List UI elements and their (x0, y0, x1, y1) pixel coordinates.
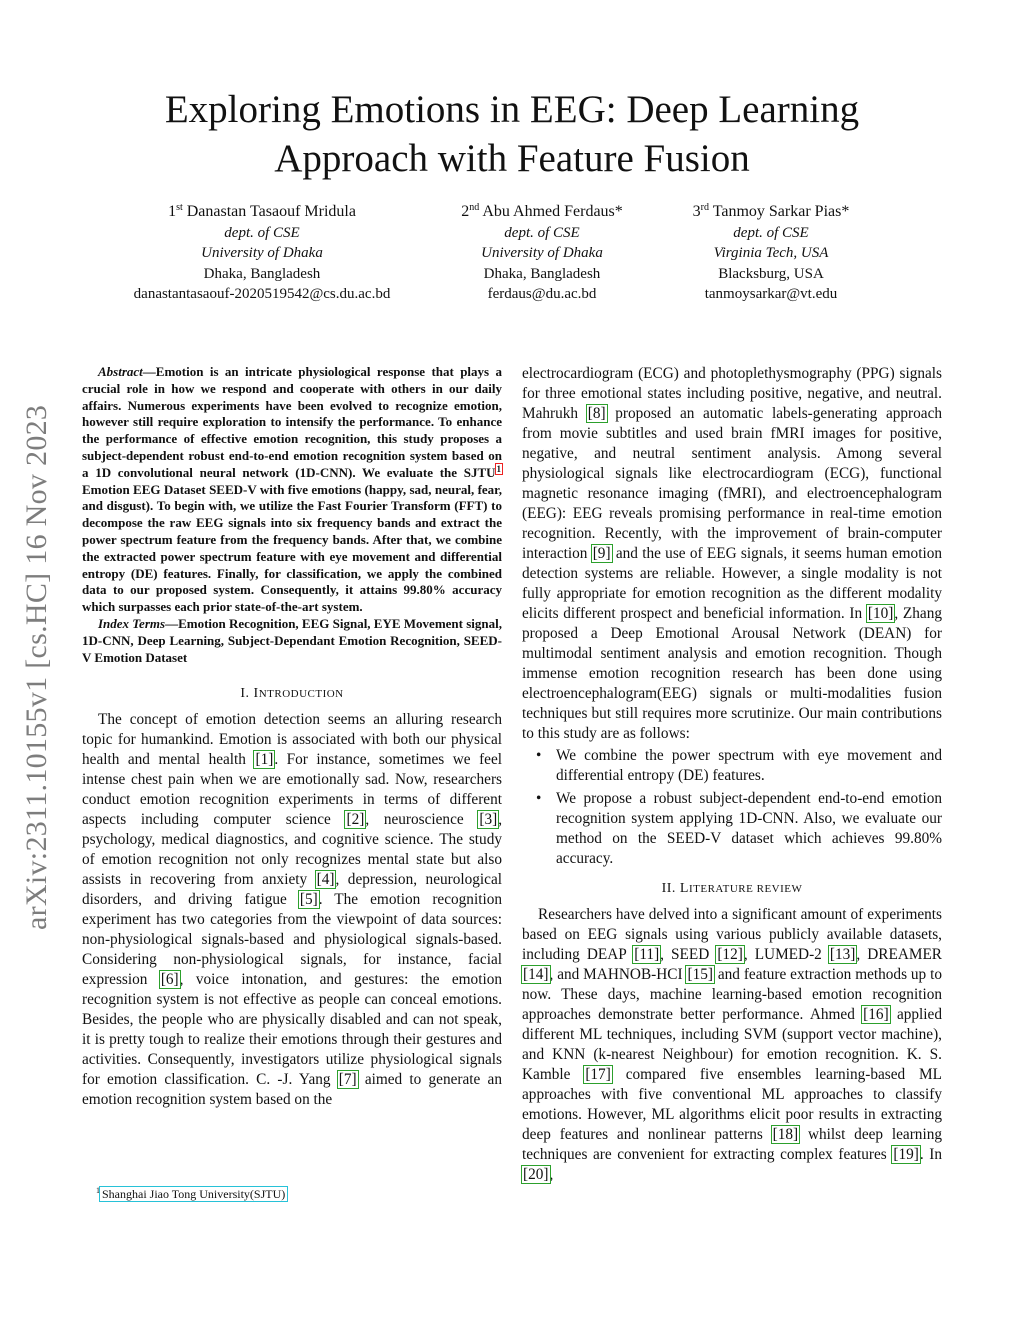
author-2-org: University of Dhaka (481, 245, 603, 261)
citation-link[interactable]: [15] (687, 966, 713, 983)
citation-link[interactable]: [4] (316, 871, 335, 889)
citation-link[interactable]: [19] (893, 1146, 919, 1163)
lit-text: , SEED (660, 946, 717, 963)
intro-text: . For instance, sometimes we feel intense chest pain when we are emotionally sad. Now, researchers conduct emotion recognition experiments in terms of different aspects including computer science (82, 751, 503, 829)
citation-link[interactable]: [1] (255, 751, 274, 769)
footnote (96, 1186, 287, 1202)
intro-text: aimed to generate an emotion recognition system based on the (82, 1071, 502, 1109)
lit-text: , DREAMER (856, 946, 943, 963)
author-3 (611, 202, 931, 305)
author-1-email[interactable]: danastantasaouf-2020519542@cs.du.ac.bd (133, 286, 391, 302)
lit-text: , (549, 1166, 554, 1183)
bullet-icon: • (536, 747, 542, 764)
body-text: and the use of EEG signals, it seems human emotion detection systems are reliable. However, a single modality is not fully appropriate for emotion recognition as the different modality elicits different prospect and beneficial information. In (522, 545, 942, 622)
author-2-dept: dept. of CSE (504, 224, 580, 241)
contribution-text: We propose a robust subject-dependent end-to-end emotion recognition system applying 1D-CNN. Also, we evaluate our method on the SEED-V dataset which achieves 99.80% accuracy. (556, 790, 942, 867)
body-text: proposed an automatic labels-generating approach from movie subtitles and used brain fMRI images for positive, negative, and neutral sentiment analysis. Among several physiological signals like electrocardiogram (ECG), functional magnetic resonance imaging (fMRI), and electroencephalogram (EEG): EEG reveals promising performance in real-time emotion recognition. Recently, with the improvement of brain-computer interaction (522, 405, 943, 562)
lit-text: whilst deep learning techniques are convenient for extracting complex features (522, 1126, 942, 1163)
section-2-number: II. (661, 881, 680, 896)
right-column (522, 364, 942, 1185)
body-text: , Zhang proposed a Deep Emotional Arousal Network (DEAN) for multimodal sentiment analysis and emotion recognition. Though immense emotion recognition research has been done using electroencephalogram(EEG) signals or multi-modalities fusion techniques but still requires more scrutinize. Our main contributions to this study are as follows: (522, 605, 942, 742)
abstract-text-2: Emotion EEG Dataset SEED-V with five emotions (happy, sad, neural, fear, and disgust). To begin with, we utilize the Fast Fourier Transform (FFT) to decompose the raw EEG signals into six frequency bands and extract the power spectrum feature from the frequency bands. After that, we combine the extracted power spectrum feature with eye movement and differential entropy (DE) features. Finally, for classification, we apply the combined data to our proposed system. Consequently, it attains 99.80% accuracy which surpasses each prior state-of-the-art system. (82, 481, 502, 615)
literature-paragraph (522, 905, 942, 1185)
section-1-cap: I (253, 686, 259, 702)
intro-text: , psychology, medical diagnostics, and cognitive science. The study of emotion recognition not only recognizes mental state but also assists in recovering from anxiety (82, 811, 503, 889)
citation-link[interactable]: [12] (717, 946, 743, 963)
index-terms (82, 616, 502, 666)
citation-link[interactable]: [10] (867, 605, 894, 622)
lit-text: applied different ML techniques, including SVM (support vector machine), and KNN (k-nearest Neighbour) for emotion recognition. K. S. Kamble (522, 1006, 942, 1083)
author-2-ord: 2 (461, 203, 470, 220)
author-3-org: Virginia Tech, USA (713, 245, 829, 261)
abstract-label: Abstract (98, 364, 143, 379)
citation-link[interactable]: [18] (772, 1126, 799, 1143)
citation-link[interactable]: [3] (479, 811, 498, 829)
title-line-2: Approach with Feature Fusion (274, 137, 750, 180)
author-2-email[interactable]: ferdaus@du.ac.bd (487, 286, 597, 302)
intro-text: , voice intonation, and gestures: the emotion recognition system is not effective as people can conceal emotions. Besides, the people who are physically disabled and can not speak, it is pretty tough to realize their emotions through their gestures and activities. Consequently, investigators utilize physiological signals for emotion classification. C. -J. Yang (82, 971, 502, 1089)
footnote-link[interactable]: Shanghai Jiao Tong University(SJTU) (102, 1187, 286, 1201)
body-text: electrocardiogram (ECG) and photoplethysmography (PPG) signals for three emotional states including positive, negative, and neutral. Mahrukh (522, 365, 942, 422)
author-1-name: Danastan Tasaouf Mridula (186, 203, 356, 220)
contributions-list (522, 746, 942, 869)
intro-text: , depression, neurological disorders, and driving fatigue (82, 871, 502, 909)
index-terms-text: —Emotion Recognition, EEG Signal, EYE Movement signal, 1D-CNN, Deep Learning, Subject-Dependant Emotion Recognition, SEED-V Emotion Dataset (82, 615, 503, 665)
citation-link[interactable]: [16] (863, 1006, 889, 1023)
contribution-text: We combine the power spectrum with eye movement and differential entropy (DE) features. (556, 747, 942, 784)
author-3-name: Tanmoy Sarkar Pias* (712, 203, 850, 220)
abstract-text-1: —Emotion is an intricate physiological response that plays a crucial role in how we respond and cooperate with others in our daily affairs. Numerous experiments have been evolved to recognize emotion, however still require exploration to intensify the performance. To enhance the performance of effective emotion recognition, this study proposes a subject-dependent robust end-to-end emotion recognition system based on a 1D convolutional neural network (1D-CNN). We evaluate the SJTU (82, 364, 502, 480)
section-2-rest: ITERATURE REVIEW (688, 883, 803, 895)
lit-text: Researchers have delved into a significant amount of experiments based on EEG signals using various publicly available datasets, including DEAP (522, 906, 942, 963)
citation-link[interactable]: [20] (523, 1166, 549, 1183)
lit-text: , LUMED-2 (743, 946, 829, 963)
arxiv-identifier: arXiv:2311.10155v1 [cs.HC] 16 Nov 2023 (20, 404, 53, 930)
lit-text: and feature extraction methods up to now. These days, machine learning-based emotion recognition approaches demonstrate better performance. Ahmed (522, 966, 942, 1023)
footnote-number: 1 (96, 1186, 100, 1195)
author-2-location: Dhaka, Bangladesh (483, 265, 601, 282)
citation-link[interactable]: [9] (592, 545, 611, 562)
footnote-marker[interactable]: 1 (496, 463, 501, 474)
lit-text: , and MAHNOB-HCI (549, 966, 687, 983)
citation-link[interactable]: [13] (829, 946, 856, 963)
lit-text: compared five ensembles learning-based ML approaches with five conventional ML approaches to classify emotions. However, ML algorithms elicit poor results in extracting deep features and nonlinear patterns (522, 1066, 943, 1143)
right-paragraph (522, 364, 942, 744)
section-1-rest: NTRODUCTION (258, 688, 344, 701)
author-3-location: Blacksburg, USA (718, 265, 824, 282)
author-1-ord: 1 (168, 203, 177, 220)
abstract (82, 364, 502, 616)
citation-link[interactable]: [14] (523, 966, 549, 983)
citation-link[interactable]: [5] (299, 891, 318, 909)
intro-text: The concept of emotion detection seems an alluring research topic for humankind. Emotion is associated with both our physical health and mental health (82, 711, 502, 769)
author-2-name: Abu Ahmed Ferdaus* (482, 203, 623, 220)
paper-title (90, 85, 934, 183)
bullet-icon: • (536, 790, 542, 807)
intro-text: . The emotion recognition experiment has two categories from the viewpoint of data sources: non-physiological signals-based and physiological signals-based. Considering non-physiological signals, for instance, facial expression (82, 891, 502, 989)
author-3-ord: 3 (692, 203, 701, 220)
lit-text: . In (919, 1146, 942, 1163)
section-heading-literature-review (522, 879, 942, 899)
citation-link[interactable]: [11] (634, 946, 660, 963)
author-3-email[interactable]: tanmoysarkar@vt.edu (704, 286, 838, 302)
index-terms-label: Index Terms (98, 615, 166, 631)
author-1-location: Dhaka, Bangladesh (203, 265, 321, 282)
author-1-dept: dept. of CSE (224, 224, 300, 241)
author-3-dept: dept. of CSE (733, 224, 809, 241)
list-item (522, 746, 942, 786)
section-1-number: I. (240, 686, 254, 702)
list-item (522, 789, 942, 869)
citation-link[interactable]: [6] (160, 971, 179, 989)
left-column (82, 364, 502, 1110)
introduction-paragraph (82, 710, 502, 1110)
title-line-1: Exploring Emotions in EEG: Deep Learning (164, 88, 860, 131)
intro-text: , neuroscience (365, 811, 479, 829)
citation-link[interactable]: [17] (585, 1066, 611, 1083)
section-2-cap: L (679, 881, 689, 896)
author-1 (102, 202, 422, 305)
author-2-sup: nd (469, 202, 480, 213)
author-1-sup: st (176, 202, 183, 213)
author-3-sup: rd (700, 202, 709, 213)
citation-link[interactable]: [7] (338, 1071, 357, 1089)
author-1-org: University of Dhaka (201, 245, 323, 261)
citation-link[interactable]: [2] (346, 811, 365, 829)
citation-link[interactable]: [8] (587, 405, 606, 422)
section-heading-introduction (82, 684, 502, 704)
